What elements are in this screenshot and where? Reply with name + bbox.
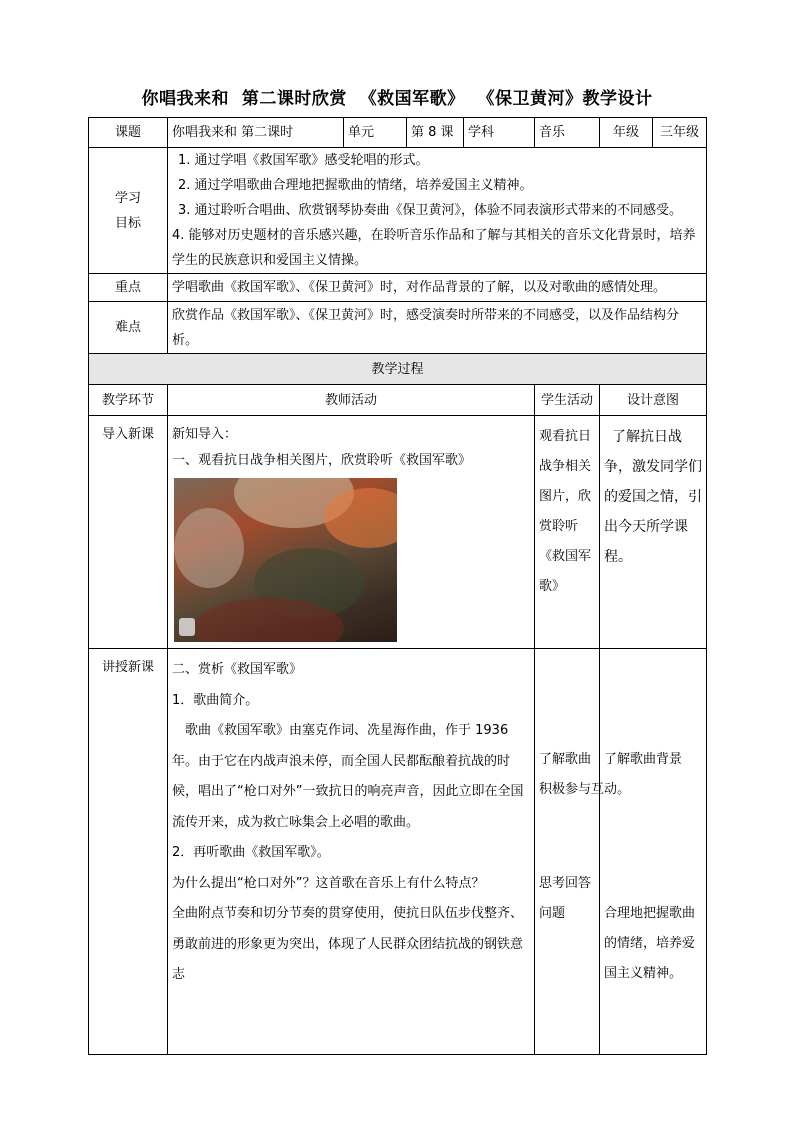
lesson-stage: 讲授新课 <box>89 649 168 1055</box>
page-title: 你唱我来和 第二课时欣赏 《救国军歌》 《保卫黄河》教学设计 <box>141 89 653 109</box>
subject-value: 音乐 <box>535 118 600 148</box>
label-subject: 学科 <box>464 118 535 148</box>
label-grade: 年级 <box>600 118 653 148</box>
lesson-student <box>535 649 631 1055</box>
unit-value: 第 8 课 <box>407 118 464 148</box>
goals-row <box>89 148 707 274</box>
difficulty-label: 难点 <box>89 302 168 354</box>
label-topic: 课题 <box>89 118 168 148</box>
col-stage: 教学环节 <box>89 385 168 416</box>
war-painting-image <box>174 478 397 642</box>
goals-list <box>168 148 707 274</box>
intro-student: 观看抗日战争相关图片，欣赏聆听《救国军歌》 <box>535 416 600 649</box>
col-intent: 设计意图 <box>600 385 707 416</box>
intro-teacher-line1: 新知导入： <box>172 427 238 442</box>
lesson-t3: 歌曲《救国军歌》由塞克作词、冼星海作曲，作于 1936 年。由于它在内战声浪未停，而全国人民都酝酿着抗战的时候，唱出了“枪口对外”一致抗日的响亮声音，因此立即在全国流传开来，成为救亡咏集会上必唱的歌曲。 <box>172 723 524 830</box>
lesson-s3: 思考回答问题 <box>539 876 592 921</box>
lesson-t4: 2．再听歌曲《救国军歌》。 <box>172 845 330 860</box>
col-student: 学生活动 <box>535 385 600 416</box>
intro-stage: 导入新课 <box>89 416 168 649</box>
key-point-text: 学唱歌曲《救国军歌》、《保卫黄河》时，对作品背景的了解，以及对歌曲的感情处理。 <box>168 274 707 302</box>
difficulty-text: 欣赏作品《救国军歌》、《保卫黄河》时，感受演奏时所带来的不同感受，以及作品结构分析。 <box>168 302 707 354</box>
lesson-t6: 全曲附点节奏和切分节奏的贯穿使用，使抗日队伍步伐整齐、勇敢前进的形象更为突出，体现了人民群众团结抗战的钢铁意志 <box>172 906 524 982</box>
lesson-t1: 二、赏析《救国军歌》 <box>172 662 303 677</box>
lesson-t5: 为什么提出“枪口对外”？这首歌在音乐上有什么特点？ <box>172 875 485 891</box>
goal-item: 2. 通过学唱歌曲合理地把握歌曲的情绪，培养爱国主义精神。 <box>178 178 533 193</box>
goal-item: 3. 通过聆听合唱曲、欣赏钢琴协奏曲《保卫黄河》，体验不同表演形式带来的不同感受。 <box>178 203 683 218</box>
lesson-intent <box>600 649 707 1055</box>
difficulty-row <box>89 302 707 354</box>
goal-item: 4. 能够对历史题材的音乐感兴趣，在聆听音乐作品和了解与其相关的音乐文化背景时，培养学生的民族意识和爱国主义情操。 <box>172 228 696 268</box>
lesson-i2: 合理地把握歌曲的情绪，培养爱国主义精神。 <box>604 906 696 981</box>
goals-label: 学习目标 <box>89 148 168 274</box>
info-row <box>89 118 707 148</box>
col-teacher: 教师活动 <box>168 385 535 416</box>
lesson-plan-table <box>88 117 707 1055</box>
label-unit: 单元 <box>344 118 407 148</box>
intro-teacher <box>168 416 535 649</box>
key-point-label: 重点 <box>89 274 168 302</box>
process-header-row <box>89 354 707 385</box>
key-point-row <box>89 274 707 302</box>
lesson-row <box>89 649 707 1055</box>
process-columns-row <box>89 385 707 416</box>
lesson-s2: 积极参与互动。 <box>539 782 631 797</box>
goal-item: 1. 通过学唱《救国军歌》感受轮唱的形式。 <box>178 153 429 168</box>
topic-value: 你唱我来和 第二课时 <box>168 118 344 148</box>
process-header: 教学过程 <box>89 354 707 385</box>
lesson-t2: 1．歌曲简介。 <box>172 692 259 708</box>
lesson-s1: 了解歌曲 <box>539 752 592 767</box>
intro-intent: 了解抗日战争，激发同学们的爱国之情，引出今天所学课程。 <box>600 416 707 649</box>
intro-teacher-line2: 一、观看抗日战争相关图片，欣赏聆听《救国军歌》 <box>172 453 472 468</box>
grade-value: 三年级 <box>653 118 707 148</box>
lesson-i1: 了解歌曲背景 <box>604 752 683 767</box>
intro-row <box>89 416 707 649</box>
lesson-teacher <box>168 649 535 1055</box>
